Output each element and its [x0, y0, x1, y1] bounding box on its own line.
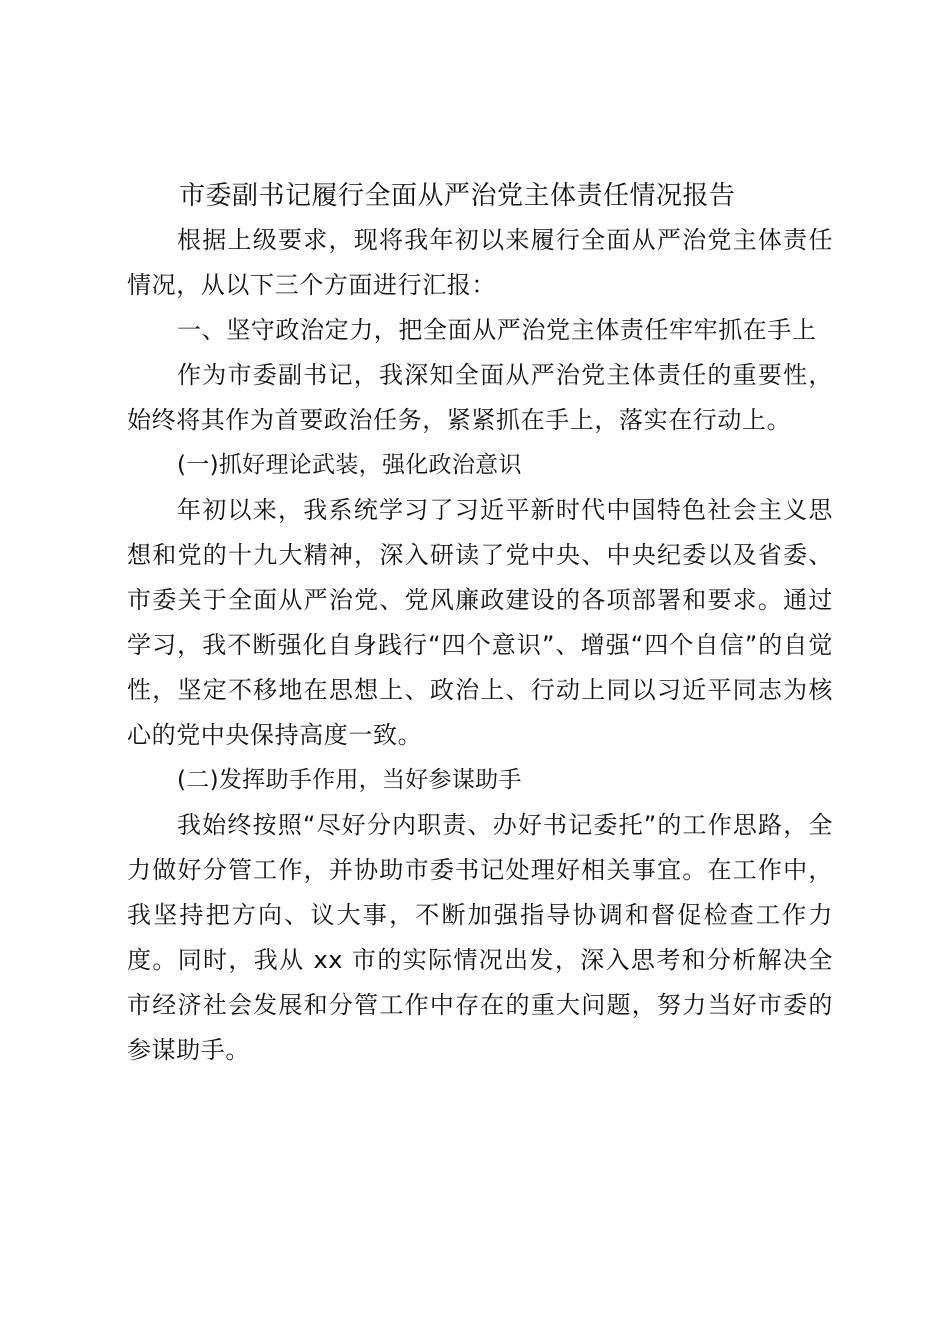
section-1-heading: 一、坚守政治定力，把全面从严治党主体责任牢牢抓在手上 [177, 316, 817, 344]
subsection-1-heading: (一)抓好理论武装，强化政治意识 [177, 452, 522, 478]
document-title: 市委副书记履行全面从严治党主体责任情况报告 [179, 181, 736, 211]
subsection-1-body: 年初以来，我系统学习了习近平新时代中国特色社会主义思想和党的十九大精神，深入研读了党中央、中央纪委以及省委、市委关于全面从严治党、党风廉政建设的各项部署和要求。通过学习，我不断强化自身践行“四个意识”、增强“四个自信”的自觉性，坚定不移地在思想上、政治上、行动上同以习近平同志为核心的党中央保持高度一致。 [127, 496, 833, 749]
document-page [127, 174, 833, 1073]
subsection-2-body: 我始终按照“尽好分内职责、办好书记委托”的工作思路，全力做好分管工作，并协助市委书记处理好相关事宜。在工作中，我坚持把方向、议大事，不断加强指导协调和督促检查工作力度。同时，我从 xx 市的实际情况出发，深入思考和分析解决全市经济社会发展和分管工作中存在的重大问题，努力当好市委的参谋助手。 [127, 811, 833, 1064]
subsection-2-heading: (二)发挥助手作用，当好参谋助手 [177, 767, 522, 793]
intro-paragraph: 根据上级要求，现将我年初以来履行全面从严治党主体责任情况，从以下三个方面进行汇报： [127, 226, 833, 299]
section-1-body: 作为市委副书记，我深知全面从严治党主体责任的重要性，始终将其作为首要政治任务，紧紧抓在手上，落实在行动上。 [127, 361, 833, 434]
